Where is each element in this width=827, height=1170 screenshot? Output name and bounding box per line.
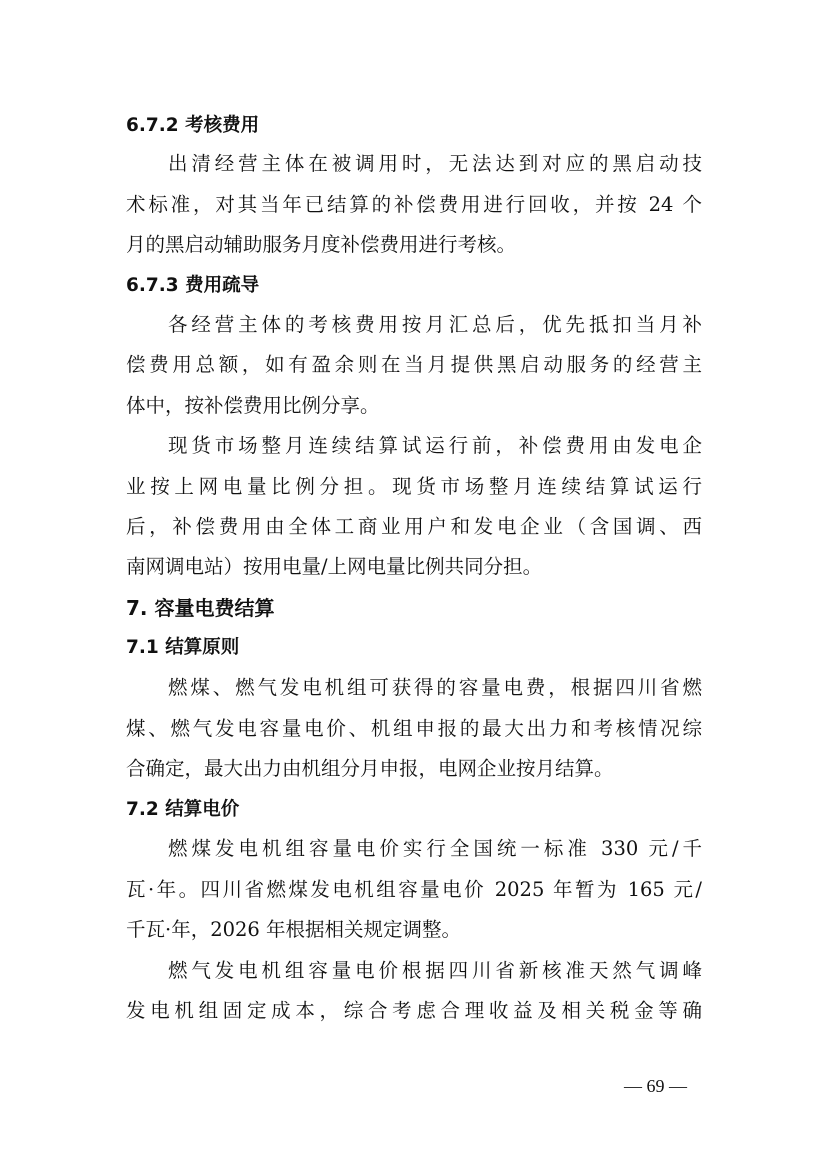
- paragraph-line: 瓦·年。四川省燃煤发电机组容量电价 2025 年暂为 165 元/: [126, 878, 702, 901]
- paragraph-line: 偿费用总额，如有盈余则在当月提供黑启动服务的经营主: [126, 353, 702, 376]
- page-number: — 69 —: [624, 1076, 687, 1096]
- paragraph-line: 南网调电站）按用电量/上网电量比例共同分担。: [126, 555, 543, 578]
- paragraph-line: 燃煤发电机组容量电价实行全国统一标准 330 元/千: [168, 837, 702, 860]
- paragraph-line: 千瓦·年，2026 年根据相关规定调整。: [126, 918, 462, 941]
- section-heading-7-2: 7.2 结算电价: [126, 799, 240, 820]
- paragraph-line: 术标准，对其当年已结算的补偿费用进行回收，并按 24 个: [126, 193, 702, 216]
- section-heading-7: 7. 容量电费结算: [126, 596, 275, 620]
- paragraph-line: 体中，按补偿费用比例分享。: [126, 394, 380, 417]
- paragraph-line: 月的黑启动辅助服务月度补偿费用进行考核。: [126, 233, 517, 256]
- section-heading-6-7-2: 6.7.2 考核费用: [126, 115, 260, 136]
- section-heading-6-7-3: 6.7.3 费用疏导: [126, 275, 260, 296]
- paragraph-line: 合确定，最大出力由机组分月申报，电网企业按月结算。: [126, 757, 614, 780]
- paragraph-line: 各经营主体的考核费用按月汇总后，优先抵扣当月补: [168, 313, 702, 336]
- paragraph-line: 现货市场整月连续结算试运行前，补偿费用由发电企: [168, 434, 702, 457]
- paragraph-line: 发电机组固定成本，综合考虑合理收益及相关税金等确: [126, 999, 702, 1022]
- section-heading-7-1: 7.1 结算原则: [126, 637, 240, 658]
- paragraph-line: 燃煤、燃气发电机组可获得的容量电费，根据四川省燃: [168, 676, 702, 699]
- paragraph-line: 燃气发电机组容量电价根据四川省新核准天然气调峰: [168, 959, 702, 982]
- paragraph-line: 出清经营主体在被调用时，无法达到对应的黑启动技: [168, 152, 702, 175]
- paragraph-line: 煤、燃气发电容量电价、机组申报的最大出力和考核情况综: [126, 717, 702, 740]
- paragraph-line: 后，补偿费用由全体工商业用户和发电企业（含国调、西: [126, 515, 702, 538]
- paragraph-line: 业按上网电量比例分担。现货市场整月连续结算试运行: [126, 475, 702, 498]
